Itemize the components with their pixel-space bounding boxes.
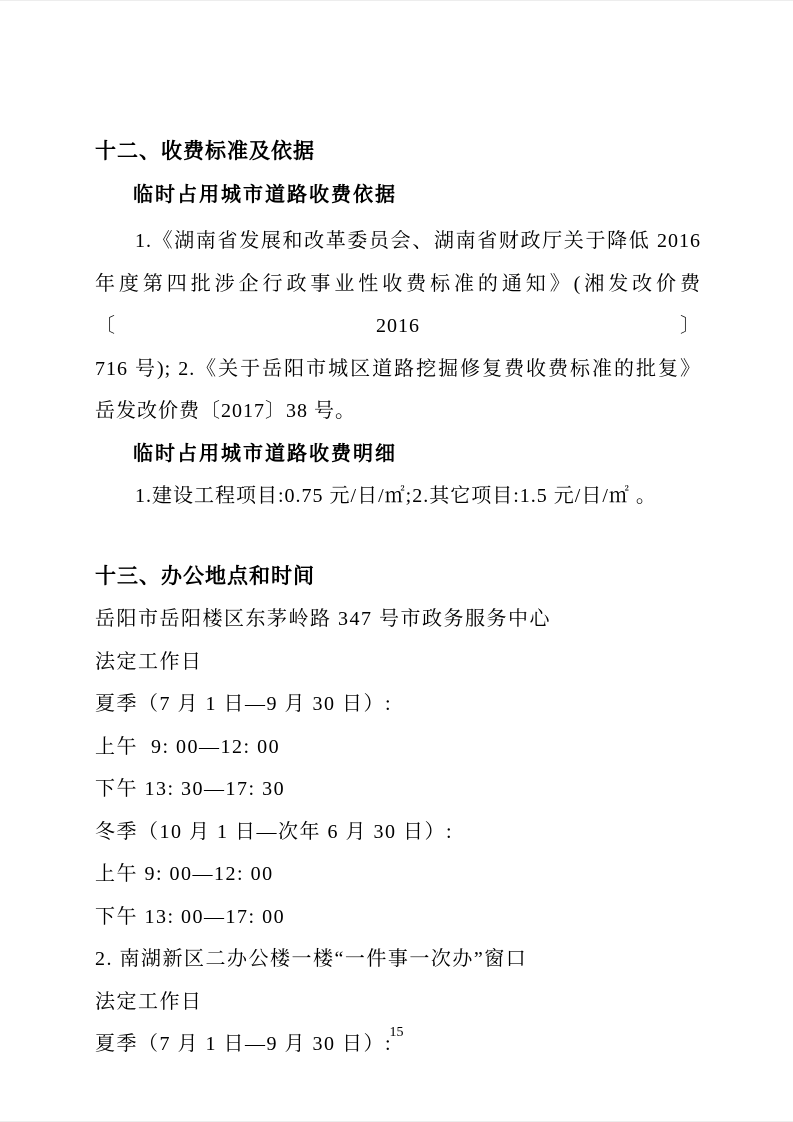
summer-morning-hours-1: 上午 9: 00—12: 00 <box>95 735 281 758</box>
section-12-subtitle-basis: 临时占用城市道路收费依据 <box>133 183 397 206</box>
fee-basis-line-4: 岳发改价费〔2017〕38 号。 <box>95 400 356 422</box>
summer-schedule-heading-2: 夏季（7 月 1 日—9 月 30 日）: <box>95 1033 393 1055</box>
service-center-address: 岳阳市岳阳楼区东茅岭路 347 号市政务服务中心 <box>95 608 551 630</box>
fee-basis-line-2: 年度第四批涉企行政事业性收费标准的通知》(湘发改价费〔2016〕 <box>95 272 701 337</box>
fee-basis-line-1: 1.《湖南省发展和改革委员会、湖南省财政厅关于降低 2016 <box>135 230 701 252</box>
summer-afternoon-hours-1: 下午 13: 30—17: 30 <box>95 778 286 800</box>
document-content <box>0 1 793 1066</box>
workday-note-2: 法定工作日 <box>95 990 203 1013</box>
second-office-location: 2. 南湖新区二办公楼一楼“一件事一次办”窗口 <box>95 948 528 970</box>
fee-basis-line-3: 716 号); 2.《关于岳阳市城区道路挖掘修复费收费标准的批复》 <box>95 357 701 380</box>
winter-schedule-heading-1: 冬季（10 月 1 日—次年 6 月 30 日）: <box>95 820 454 843</box>
page-number: 15 <box>389 1025 404 1040</box>
fee-detail-line: 1.建设工程项目:0.75 元/日/㎡;2.其它项目:1.5 元/日/㎡ 。 <box>135 485 657 507</box>
winter-afternoon-hours-1: 下午 13: 00—17: 00 <box>95 905 286 928</box>
summer-schedule-heading-1: 夏季（7 月 1 日—9 月 30 日）: <box>95 693 393 715</box>
section-12-subtitle-detail: 临时占用城市道路收费明细 <box>133 442 397 465</box>
winter-morning-hours-1: 上午 9: 00—12: 00 <box>95 863 274 885</box>
section-12-title: 十二、收费标准及依据 <box>95 140 315 163</box>
fee-basis-paragraph <box>95 220 701 433</box>
workday-note-1: 法定工作日 <box>95 650 203 673</box>
section-13-title: 十三、办公地点和时间 <box>95 564 315 588</box>
